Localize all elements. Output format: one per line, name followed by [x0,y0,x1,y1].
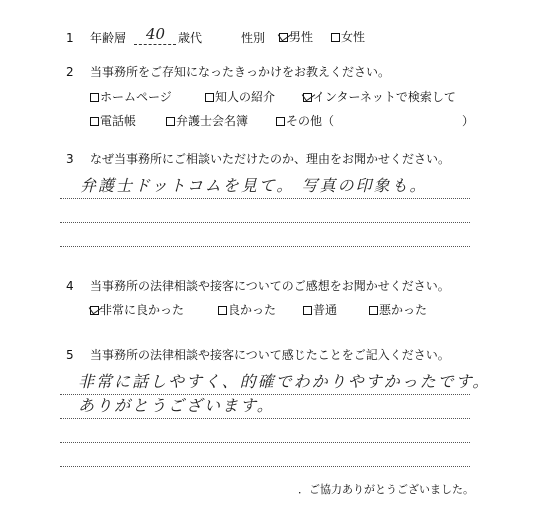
q3-number: 3 [66,152,74,166]
option-label: 電話帳 [100,114,137,128]
answer-line [60,246,470,247]
checkbox-icon [369,306,378,315]
impression-option-bad[interactable] [369,304,427,316]
source-option-homepage[interactable] [90,91,172,103]
footer-thanks: ．ご協力ありがとうございました。 [298,483,474,496]
q3-answer[interactable]: 弁護士ドットコムを見て。 写真の印象も。 [80,176,428,195]
impression-option-very-good[interactable] [90,304,184,316]
age-label: 年齢層 [90,31,127,45]
impression-option-good[interactable] [218,304,276,316]
checkbox-icon [90,117,99,126]
q1-number: 1 [66,31,74,45]
option-label: 弁護士会名簿 [176,114,249,128]
checkbox-checked-icon [279,33,288,42]
source-option-phonebook[interactable] [90,115,136,127]
q2-number: 2 [66,65,74,79]
source-option-acquaintance[interactable] [205,91,275,103]
gender-option-male[interactable] [279,31,313,43]
option-label: インターネットで検索して [313,90,456,104]
answer-line [60,442,470,443]
checkbox-icon [166,117,175,126]
answer-line [60,394,470,395]
checkbox-icon [205,93,214,102]
option-label: 悪かった [379,303,428,317]
source-option-internet[interactable] [303,91,456,103]
answer-line [60,466,470,467]
gender-option-female[interactable] [331,31,365,43]
age-suffix: 歳代 [178,31,203,45]
q5-number: 5 [66,348,74,362]
q4-text: 当事務所の法律相談や接客についてのご感想をお聞かせください。 [90,279,450,293]
gender-option-label: 女性 [341,30,366,44]
option-label: 非常に良かった [100,303,185,317]
gender-label: 性別 [241,31,266,45]
option-label: 良かった [228,303,277,317]
q5-answer-line-2[interactable]: ありがとうございます。 [78,396,275,415]
checkbox-checked-icon [303,93,312,102]
age-underline [134,44,176,45]
gender-option-label: 男性 [289,30,314,44]
option-label: 普通 [313,303,338,317]
checkbox-checked-icon [90,306,99,315]
q2-text: 当事務所をご存知になったきっかけをお教えください。 [90,65,391,79]
q4-number: 4 [66,279,74,293]
answer-line [60,418,470,419]
impression-option-average[interactable] [303,304,337,316]
checkbox-icon [218,306,227,315]
checkbox-icon [276,117,285,126]
q5-answer-line-1[interactable]: 非常に話しやすく、的確でわかりやすかったです。 [78,372,491,391]
q3-text: なぜ当事務所にご相談いただけたのか、理由をお聞かせください。 [90,152,451,166]
checkbox-icon [90,93,99,102]
other-close-paren: ） [462,114,475,128]
checkbox-icon [303,306,312,315]
answer-line [60,222,470,223]
checkbox-icon [331,33,340,42]
answer-line [60,198,470,199]
age-value[interactable]: 40 [146,25,166,43]
option-label: その他（ [286,114,335,128]
q5-text: 当事務所の法律相談や接客について感じたことをご記入ください。 [90,348,450,362]
source-option-bar-directory[interactable] [166,115,248,127]
option-label: 知人の紹介 [215,90,276,104]
source-option-other[interactable] [276,115,334,127]
option-label: ホームページ [100,90,172,104]
